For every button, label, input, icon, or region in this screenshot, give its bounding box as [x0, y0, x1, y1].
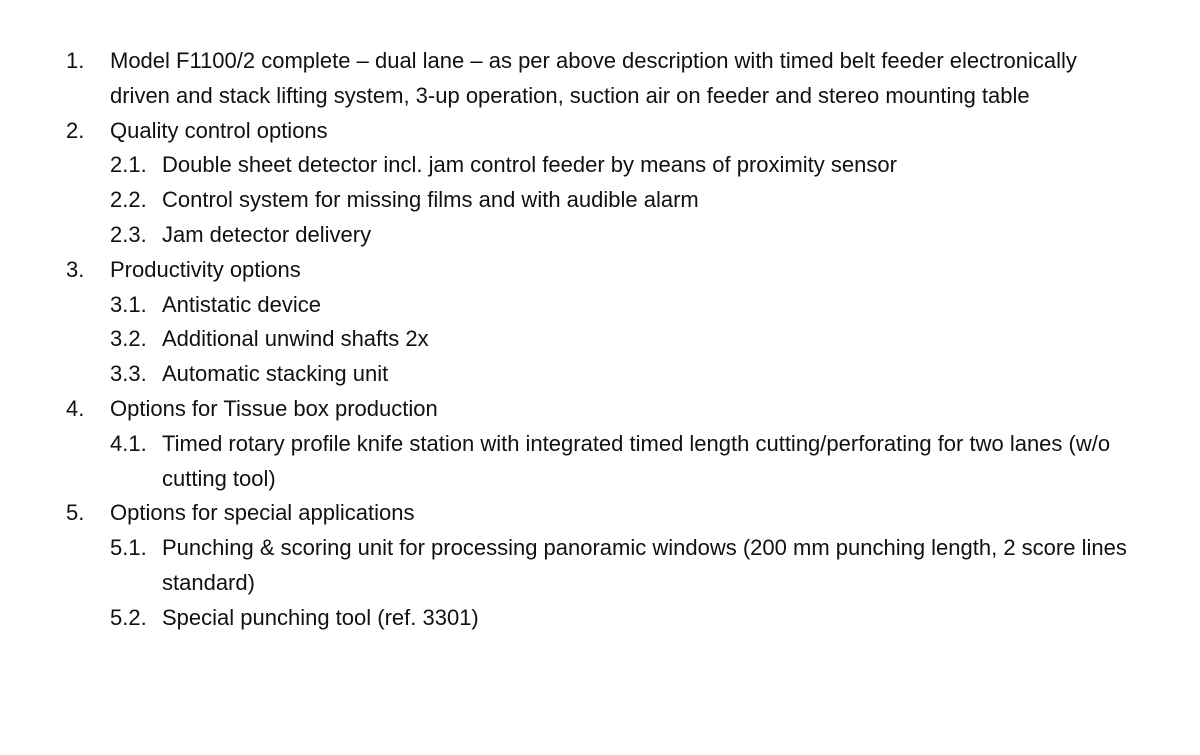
sub-item-2-3 — [0, 218, 1200, 253]
sub-item-text: Jam detector delivery — [162, 221, 372, 247]
sub-item-text: Timed rotary profile knife station with integrated timed length cutting/perforating for two lanes (w/o cutting tool) — [162, 430, 1111, 491]
sub-item-5-2 — [0, 601, 1200, 636]
sub-item-4-1 — [0, 427, 1200, 497]
sub-item-text: Additional unwind shafts 2x — [162, 326, 429, 352]
list-item-number: 2. — [66, 117, 85, 143]
sub-item-3-2 — [0, 322, 1200, 357]
sub-item-number: 3.2. — [110, 326, 147, 352]
list-item-text: Options for special applications — [110, 500, 415, 526]
list-item-text: Quality control options — [110, 117, 328, 143]
sub-item-2-1 — [0, 148, 1200, 183]
sub-item-text: Antistatic device — [162, 291, 321, 317]
list-item-text: Model F1100/2 complete – dual lane – as per above description with timed belt feeder electronically driven and stack lifting system, 3-up operation, suction air on feeder and stereo mounting table — [110, 48, 1077, 108]
sub-item-number: 2.1. — [110, 152, 147, 178]
sub-item-2-2 — [0, 183, 1200, 218]
sub-item-text: Control system for missing films and with audible alarm — [162, 187, 699, 213]
list-item-3 — [0, 253, 1200, 288]
list-item-text: Productivity options — [110, 256, 301, 282]
sub-item-3-3 — [0, 357, 1200, 392]
sub-item-number: 3.3. — [110, 361, 147, 387]
sub-item-number: 5.1. — [110, 535, 147, 561]
list-item-5 — [0, 496, 1200, 531]
sub-item-text: Special punching tool (ref. 3301) — [162, 604, 479, 630]
sub-item-number: 3.1. — [110, 291, 147, 317]
sub-item-text: Double sheet detector incl. jam control feeder by means of proximity sensor — [162, 152, 897, 178]
list-item-number: 5. — [66, 500, 85, 526]
sub-item-3-1 — [0, 288, 1200, 323]
sub-item-number: 2.3. — [110, 221, 147, 247]
sub-item-5-1 — [0, 531, 1200, 601]
sub-item-number: 5.2. — [110, 604, 147, 630]
list-item-number: 1. — [66, 48, 85, 73]
list-item-2 — [0, 114, 1200, 149]
list-item-text: Options for Tissue box production — [110, 395, 438, 421]
list-item-1 — [0, 44, 1200, 114]
list-item-number: 3. — [66, 256, 85, 282]
sub-item-number: 2.2. — [110, 187, 147, 213]
list-item-number: 4. — [66, 395, 85, 421]
sub-item-number: 4.1. — [110, 430, 147, 456]
sub-item-text: Automatic stacking unit — [162, 361, 389, 387]
options-list — [0, 44, 1200, 636]
sub-item-text: Punching & scoring unit for processing panoramic windows (200 mm punching length, 2 score lines standard) — [162, 535, 1127, 595]
list-item-4 — [0, 392, 1200, 427]
